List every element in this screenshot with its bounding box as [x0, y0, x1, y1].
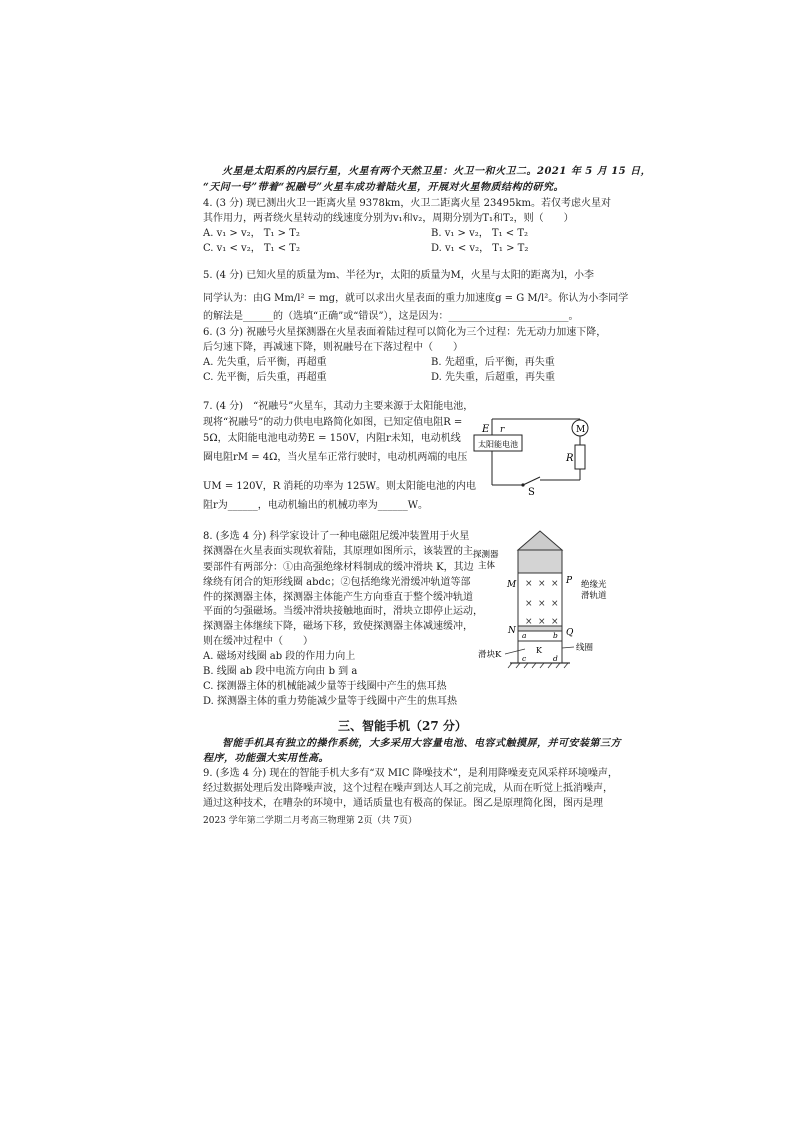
section-3-intro-2: 程序，功能强大实用性高。 — [203, 753, 329, 764]
label-q: Q — [566, 628, 574, 638]
q4-line-2: 其作用力，两者绕火星转动的线速度分别为v₁和v₂，周期分别为T₁和T₂，则（ ） — [203, 213, 574, 224]
q7-line-2: 现将“祝融号”的动力供电电路简化如图，已知定值电阻R = — [203, 417, 463, 428]
slider-label: 滑块K — [478, 650, 502, 660]
intro-line-2: “天问一号”带着“祝融号”火星车成功着陆火星，开展对火星物质结构的研究。 — [203, 182, 565, 193]
q6-option-b[interactable]: B. 先超重，后平衡，再失重 — [431, 357, 555, 368]
rail-label-1: 绝缘光 — [581, 580, 607, 590]
buffer-device-diagram — [470, 525, 620, 675]
label-a: a — [522, 631, 527, 640]
svg-text:×: × — [538, 599, 546, 609]
q5-line-1: 5. (4 分) 已知火星的质量为m、半径为r，太阳的质量为M，火星与太阳的距离为l，小李 — [203, 270, 594, 281]
q7-line-5: UM = 120V，R 消耗的功率为 125W。则太阳能电池的内电 — [203, 481, 476, 492]
section-3-intro-1: 智能手机具有独立的操作系统，大多采用大容量电池、电容式触摸屏，并可安装第三方 — [222, 738, 621, 749]
svg-text:×: × — [525, 579, 533, 589]
intro-line-1: 火星是太阳系的内层行星，火星有两个天然卫星：火卫一和火卫二。2021 年 5 月 15 日， — [222, 166, 652, 177]
q7-line-3: 5Ω，太阳能电池电动势E = 150V，内阻r未知，电动机线 — [203, 433, 461, 444]
q9-line-1: 9. (多选 4 分) 现在的智能手机大多有“双 MIC 降噪技术”，是利用降噪麦克风采样环境噪声， — [203, 768, 618, 779]
q4-option-c[interactable]: C. v₁ < v₂， T₁ < T₂ — [203, 243, 300, 254]
rail-label-2: 滑轨道 — [581, 591, 607, 601]
svg-text:×: × — [538, 579, 546, 589]
field-crosses — [525, 579, 559, 627]
body-label-1: 探测器 — [473, 550, 499, 560]
q6-option-a[interactable]: A. 先失重，后平衡，再超重 — [203, 357, 327, 368]
q4-option-a[interactable]: A. v₁ > v₂， T₁ > T₂ — [203, 228, 300, 239]
svg-text:×: × — [538, 617, 546, 627]
q8-line-8: 则在缓冲过程中（ ） — [203, 636, 313, 647]
q6-line-1: 6. (3 分) 祝融号火星探测器在火星表面着陆过程可以简化为三个过程：先无动力加速下降， — [203, 327, 607, 338]
label-n: N — [508, 626, 516, 636]
q4-option-b[interactable]: B. v₁ > v₂， T₁ < T₂ — [431, 228, 529, 239]
body-label-2: 主体 — [478, 561, 496, 571]
q7-line-4: 圈电阻rM = 4Ω，当火星车正常行驶时，电动机两端的电压 — [203, 452, 468, 463]
resistor-icon — [575, 445, 585, 469]
svg-text:×: × — [551, 599, 559, 609]
q7-line-6[interactable]: 阻r为______，电动机输出的机械功率为______W。 — [203, 500, 429, 511]
q5-line-3[interactable]: 的解法是______的（选填“正确”或“错误”），这是因为：________________________。 — [203, 311, 579, 322]
q8-line-3: 要部件有两部分：①由高强绝缘材料制成的缓冲滑块 K，其边 — [203, 562, 474, 573]
battery-label: 太阳能电池 — [478, 440, 518, 449]
ground-hatch — [508, 663, 568, 668]
switch-icon — [523, 477, 540, 485]
q9-line-2: 经过数据处理后发出降噪声波，这个过程在噪声到达人耳之前完成，从而在听觉上抵消噪声， — [203, 783, 613, 794]
section-3-title: 三、智能手机（27 分） — [338, 719, 467, 733]
page-footer: 2023 学年第二学期二月考高三物理第 2页（共 7页） — [203, 816, 417, 826]
label-m: M — [507, 580, 517, 590]
svg-text:×: × — [551, 617, 559, 627]
q8-option-a[interactable]: A. 磁场对线圈 ab 段的作用力向上 — [203, 651, 356, 662]
q8-option-b[interactable]: B. 线圈 ab 段中电流方向由 b 到 a — [203, 666, 358, 677]
internal-r-label: r — [500, 425, 505, 435]
svg-text:×: × — [551, 579, 559, 589]
svg-text:×: × — [525, 599, 533, 609]
label-p: P — [566, 576, 573, 586]
circuit-diagram — [470, 405, 600, 495]
q8-line-6: 平面的匀强磁场。当缓冲滑块接触地面时，滑块立即停止运动， — [203, 606, 483, 617]
q8-option-d[interactable]: D. 探测器主体的重力势能减少量等于线圈中产生的焦耳热 — [203, 696, 458, 707]
label-k: K — [536, 646, 542, 655]
q9-line-3: 通过这种技术，在嘈杂的环境中，通话质量也有极高的保证。图乙是原理简化图，图丙是理 — [203, 798, 603, 809]
coil-pointer — [562, 647, 574, 648]
q8-line-7: 探测器主体继续下降，磁场下移，致使探测器主体减速缓冲， — [203, 621, 473, 632]
q4-line-1: 4. (3 分) 现已测出火卫一距离火星 9378km，火卫二距离火星 23495km。若仅考虑火星对 — [203, 198, 611, 209]
q8-option-c[interactable]: C. 探测器主体的机械能减少量等于线圈中产生的焦耳热 — [203, 681, 447, 692]
emf-label: E — [482, 424, 490, 435]
q7-line-1: 7. (4 分) “祝融号”火星车，其动力主要来源于太阳能电池， — [203, 401, 474, 412]
q6-option-d[interactable]: D. 先失重，后超重，再失重 — [431, 372, 556, 383]
probe-cone — [518, 531, 562, 550]
q4-option-d[interactable]: D. v₁ < v₂， T₁ > T₂ — [431, 243, 529, 254]
switch-label: S — [528, 487, 535, 495]
q6-option-c[interactable]: C. 先平衡，后失重，再超重 — [203, 372, 327, 383]
q5-line-2: 同学认为：由G Mm/l² = mg，就可以求出火星表面的重力加速度g = G M/l²。你认为小李同学 — [203, 293, 629, 304]
motor-label: M — [576, 425, 586, 435]
resistor-label: R — [566, 453, 574, 464]
label-c: c — [522, 654, 527, 663]
q6-line-2: 后匀速下降，再减速下降，则祝融号在下落过程中（ ） — [203, 342, 463, 353]
label-b: b — [553, 631, 558, 640]
q8-line-2: 探测器在火星表面实现软着陆，其原理如图所示，该装置的主 — [203, 546, 473, 557]
q8-line-5: 件的探测器主体，探测器主体能产生方向垂直于整个缓冲轨道 — [203, 592, 473, 603]
label-d: d — [553, 654, 558, 663]
q8-line-1: 8. (多选 4 分) 科学家设计了一种电磁阻尼缓冲装置用于火星 — [203, 531, 470, 542]
q8-line-4: 缘绕有闭合的矩形线圈 abdc；②包括绝缘光滑缓冲轨道等部 — [203, 577, 471, 588]
svg-text:×: × — [525, 617, 533, 627]
coil-label: 线圈 — [576, 643, 594, 653]
